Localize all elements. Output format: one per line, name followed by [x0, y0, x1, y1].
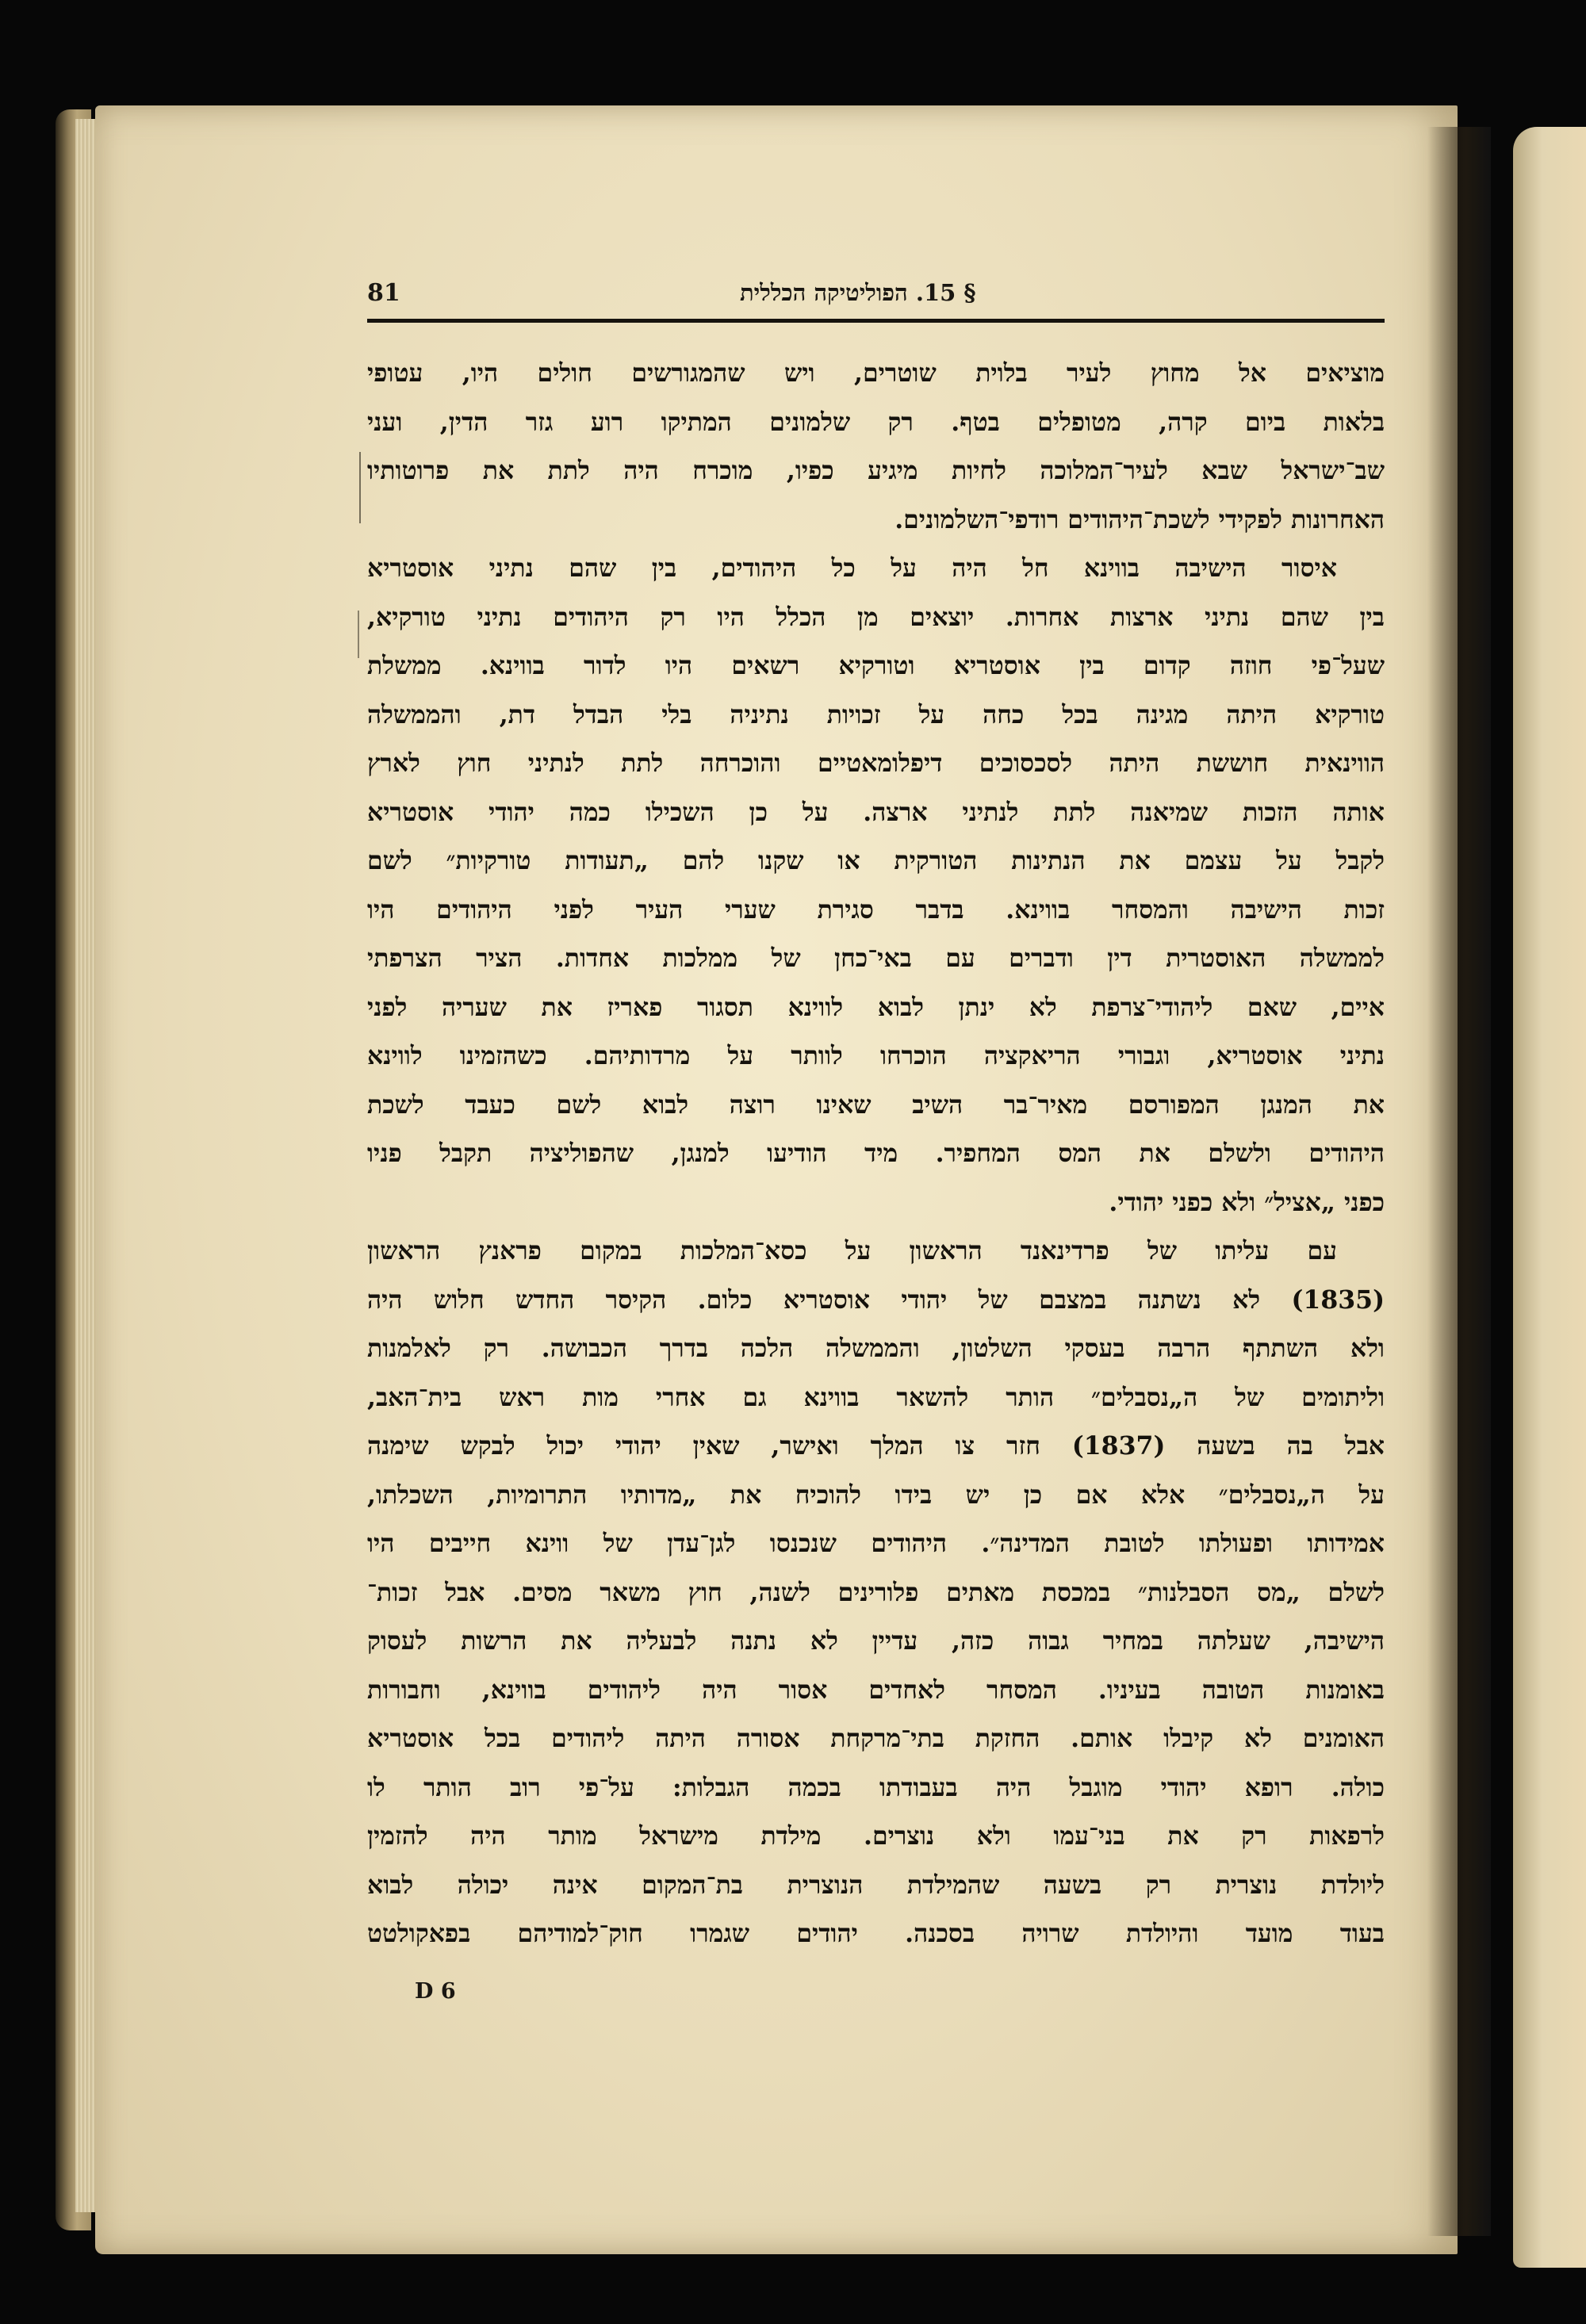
text-line: האחרונות לפקידי לשכת־היהודים רודפי־השלמונים. — [895, 504, 1385, 534]
text-line: וליתומים של ה„נסבלים״ הותר להשאר בווינא גם אחרי מות ראש בית־האב, — [367, 1382, 1385, 1412]
page-header — [367, 279, 1385, 322]
text-line: שעל־פי חוזה קדום בין אוסטריא וטורקיא רשאים היו לדור בווינא. ממשלת — [367, 651, 1385, 680]
text-line: אמידותו ופעולתו לטובת המדינה״. היהודים שנכנסו לגן־עדן של ווינא חייבים היו — [367, 1529, 1385, 1558]
text-line: (1835) לא נשתנה במצבם של יהודי אוסטריא כלום. הקיסר החדש חלוש היה — [367, 1285, 1385, 1315]
text-line: בעוד מועד והיולדת שרויה בסכנה. יהודים שגמרו חוק־למודיהם בפאקולטט — [367, 1919, 1385, 1948]
text-line: עם עליתו של פרדינאנד הראשון על כסא־המלכות במקום פראנץ הראשון — [367, 1236, 1337, 1265]
text-line: מוציאים אל מחוץ לעיר בלוית שוטרים, ויש שהמגורשים חולים היו, עטופי — [367, 358, 1385, 388]
gutter-shadow — [1427, 127, 1491, 2236]
text-line: בלאות ביום קרה, מטופלים בטף. רק שלמונים המתיקו רוע גזר הדין, ועני — [367, 407, 1385, 437]
body-text — [367, 349, 1385, 1958]
text-line: בין שהם נתיני ארצות אחרות. יוצאים מן הכלל היו רק היהודים נתיני טורקיא, — [367, 602, 1385, 632]
text-line: האומנים לא קיבלו אותם. החזקת בתי־מרקחת אסורה היתה ליהודים בכל אוסטריא — [367, 1724, 1385, 1753]
text-line: כפני „אציל״ ולא כפני יהודי. — [1109, 1187, 1385, 1217]
text-line: איסור הישיבה בווינא חל היה על כל היהודים, בין שהם נתיני אוסטריא — [367, 553, 1337, 583]
text-line: הווינאית חוששת היתה לסכסוכים דיפלומאטיים והוכרחה לתת לנתיני חוץ לארץ — [367, 749, 1385, 778]
text-line: אבל בה בשעה (1837) חזר צו המלך ואישר, שאין יהודי יכול לבקש שימנה — [367, 1431, 1385, 1461]
facing-page-edge — [1513, 127, 1586, 2268]
text-line: זכות הישיבה והמסחר בווינא. בדבר סגירת שערי העיר לפני היהודים היו — [367, 894, 1385, 925]
text-line: באומנות הטובה בעיניו. המסחר לאחדים אסור היה ליהודים בווינא, וחבורות — [367, 1675, 1385, 1705]
text-line: ליולדת נוצרית רק בשעה שהמילדת הנוצרית בת־המקום אינה יכולה לבוא — [367, 1870, 1385, 1900]
text-line: לרפאות רק את בני־עמו ולא נוצרים. מילדת מישראל מותר היה להזמין — [367, 1821, 1385, 1851]
page-number: 81 — [367, 279, 400, 307]
margin-pencil-mark — [359, 452, 361, 523]
text-line: לממשלה האוסטרית דין ודברים עם באי־כחן של ממלכות אחדות. הציר הצרפתי — [367, 944, 1385, 973]
text-line: הישיבה, שעלתה במחיר גבוה כזה, עדיין לא נתנה לבעליה את הרשות לעסוק — [367, 1626, 1385, 1656]
header-rule — [367, 319, 1385, 323]
text-line: טורקיא היתה מגינה בכל כחה על זכויות נתיניה בלי הבדל דת, והממשלה — [367, 699, 1385, 729]
text-line: לשלם „מס הסבלנות״ במכסת מאתים פלורינים לשנה, חוץ משאר מסים. אבל זכות־ — [367, 1577, 1385, 1607]
margin-pencil-mark — [358, 611, 359, 658]
text-line: שב־ישראל שבא לעיר־המלוכה לחיות מיגיע כפיו, מוכרח היה לתת את פרוטותיו — [367, 456, 1385, 485]
printer-signature: D 6 — [415, 1979, 456, 2004]
text-line: לקבל על עצמם את הנתינות הטורקית או שקנו להם „תעודות טורקיות״ לשם — [367, 846, 1385, 875]
text-line: איים, שאם ליהודי־צרפת לא ינתן לבוא לווינא תסגור פאריז את שעריה לפני — [367, 992, 1385, 1022]
text-line: נתיני אוסטריא, וגבורי הריאקציה הוכרחו לוותר על מרדותיהם. כשהזמינו לווינא — [367, 1041, 1385, 1070]
text-line: ולא השתתף הרבה בעסקי השלטון, והממשלה הלכה בדרך הכבושה. רק לאלמנות — [367, 1334, 1385, 1363]
running-head: § 15. הפוליטיקה הכללית — [740, 279, 976, 306]
text-line: היהודים ולשלם את המס המחפיר. מיד הודיעו למנגן, שהפוליציה תקבל פניו — [367, 1139, 1385, 1168]
text-line: כולה. רופא יהודי מוגבל היה בעבודתו בכמה הגבלות: על־פי רוב הותר לו — [367, 1772, 1385, 1802]
text-line: את המנגן המפורסם מאיר־בר השיב שאינו רוצה לבוא לשם כעבד לשכת — [367, 1089, 1385, 1120]
text-line: על ה„נסבלים״ אלא אם כן יש בידו להוכיח את „מדותיו התרומיות, השכלתו, — [367, 1480, 1385, 1510]
text-line: אותה הזכות שמיאנה לתת לנתיני ארצה. על כן השכילו כמה יהודי אוסטריא — [367, 797, 1385, 827]
